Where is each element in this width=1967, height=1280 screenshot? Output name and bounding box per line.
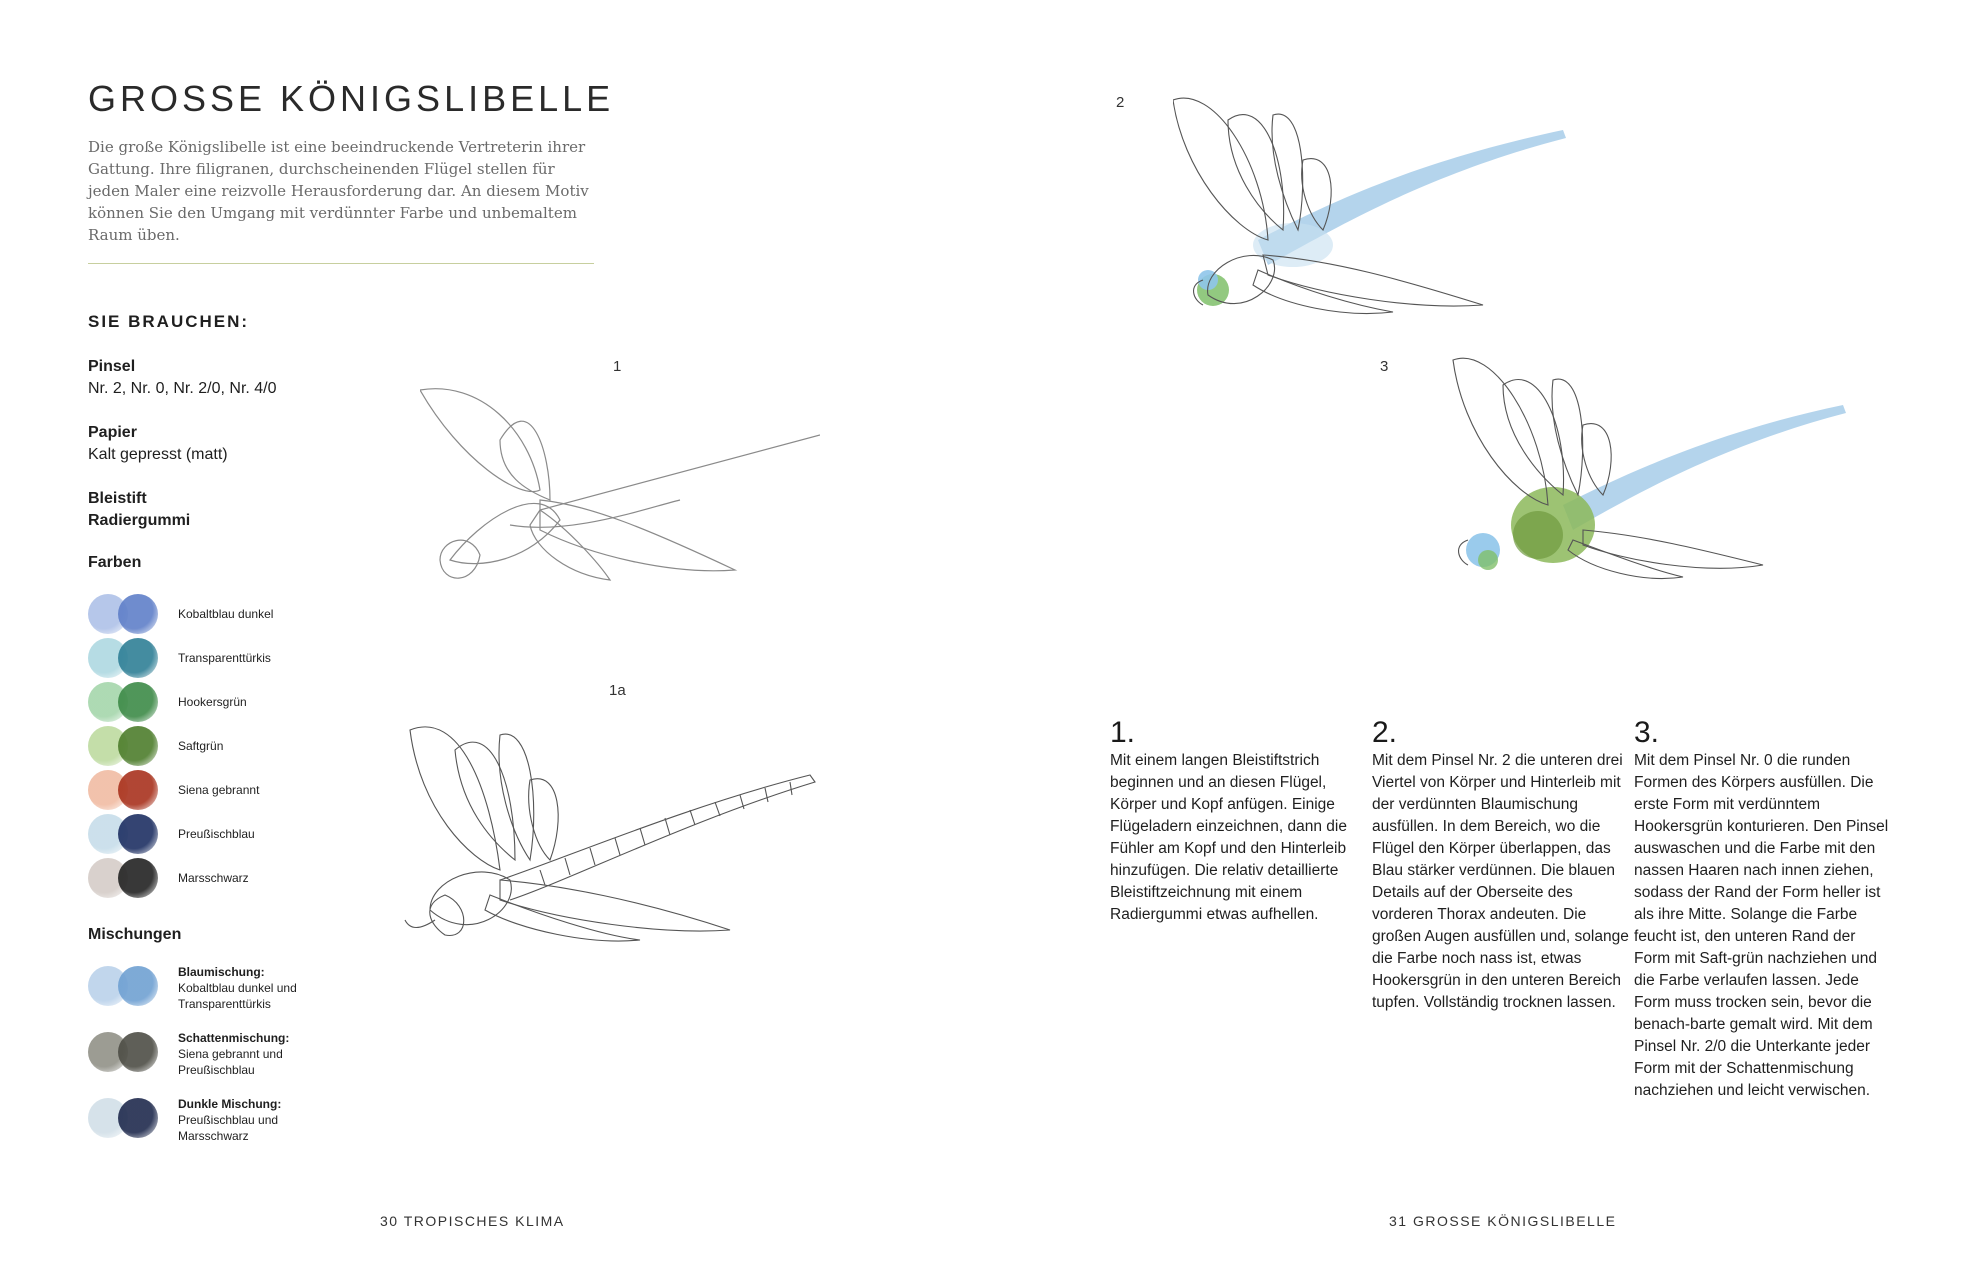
mix-swatch (88, 1032, 168, 1072)
material-name: Bleistift (88, 490, 147, 507)
color-label: Marsschwarz (178, 871, 249, 885)
instruction-number: 2. (1372, 716, 1398, 749)
swatch-dark (118, 1098, 158, 1138)
swatch-dark (118, 858, 158, 898)
color-swatch (88, 858, 168, 898)
swatch-dark (118, 726, 158, 766)
mix-desc: Kobaltblau dunkel und Transparenttürkis (178, 981, 297, 1011)
mixes-heading: Mischungen (88, 926, 182, 943)
instruction-step-3 (1634, 716, 1894, 1102)
right-page (983, 0, 1967, 1280)
material-value: Nr. 2, Nr. 0, Nr. 2/0, Nr. 4/0 (88, 380, 277, 397)
mix-label (178, 1030, 328, 1078)
step-label-1a: 1a (609, 682, 626, 699)
material-brushes (88, 356, 277, 400)
step-label-1: 1 (613, 358, 622, 375)
color-swatch (88, 638, 168, 678)
step-label-2: 2 (1116, 94, 1125, 111)
material-value: Kalt gepresst (matt) (88, 446, 228, 463)
instruction-number: 3. (1634, 716, 1660, 749)
instruction-text: Mit dem Pinsel Nr. 0 die runden Formen des Körpers ausfüllen. Die erste Form mit verdünntem Hookersgrün konturieren. Den Pinsel auswaschen und die Farbe mit den nassen Haaren nach innen ziehen, sodass der Rand der Form heller ist als ihre Mitte. Solange die Farbe feucht ist, den unteren Rand der Form mit Saft-grün nachziehen und die Farbe verlaufen lassen. Jede Form muss trocken sein, bevor die benach-barte gemalt wird. Mit dem Pinsel Nr. 2/0 die Unterkante jeder Form mit der Schattenmischung nachziehen und leicht verwischen. (1634, 752, 1889, 1099)
swatch-dark (118, 682, 158, 722)
color-swatch (88, 682, 168, 722)
color-label: Hookersgrün (178, 695, 247, 709)
mix-name: Schattenmischung: (178, 1031, 290, 1045)
mix-name: Dunkle Mischung: (178, 1097, 282, 1111)
step-1a-sketch (390, 710, 820, 950)
mix-swatch (88, 966, 168, 1006)
swatch-dark (118, 1032, 158, 1072)
mix-name: Blaumischung: (178, 965, 265, 979)
folio-left: 30 TROPISCHES KLIMA (380, 1213, 565, 1229)
colors-heading: Farben (88, 554, 142, 571)
step-1-sketch (420, 380, 820, 620)
color-swatch (88, 594, 168, 634)
color-label: Preußischblau (178, 827, 255, 841)
color-label: Saftgrün (178, 739, 224, 753)
divider (88, 263, 594, 264)
mix-swatch (88, 1098, 168, 1138)
mix-label (178, 1096, 328, 1144)
instruction-number: 1. (1110, 716, 1136, 749)
color-label: Kobaltblau dunkel (178, 607, 274, 621)
instruction-text: Mit dem Pinsel Nr. 2 die unteren drei Viertel von Körper und Hinterleib mit der verdünnten Blaumischung ausfüllen. In dem Bereich, wo die Flügel den Körper überlappen, das Blau stärker verdünnen. Die blauen Details auf der Oberseite des vorderen Thorax andeuten. Die großen Augen ausfüllen und, solange die Farbe noch nass ist, etwas Hookersgrün in den unteren Bereich tupfen. Vollständig trocknen lassen. (1372, 752, 1629, 1011)
instruction-text: Mit einem langen Bleistiftstrich beginnen und an diesen Flügel, Körper und Kopf anfügen. Einige Flügeladern einzeichnen, dann die Fühler am Kopf und den Hinterleib hinzufügen. Die relativ detaillierte Bleistiftzeichnung mit einem Radiergummi etwas aufhellen. (1110, 752, 1347, 923)
instruction-step-2 (1372, 716, 1632, 1014)
swatch-dark (118, 814, 158, 854)
step-2-painting (1173, 90, 1573, 330)
material-paper (88, 422, 228, 466)
intro-text: Die große Königslibelle ist eine beeindruckende Vertreterin ihrer Gattung. Ihre filigranen, durchscheinenden Flügel stellen für jeden Maler eine reizvolle Herausforderung dar. An diesem Motiv können Sie den Umgang mit verdünnter Farbe und unbemaltem Raum üben. (88, 138, 589, 244)
color-swatch (88, 726, 168, 766)
instruction-step-1 (1110, 716, 1370, 926)
left-page (0, 0, 983, 1280)
swatch-dark (118, 770, 158, 810)
swatch-dark (118, 966, 158, 1006)
page-title: GROSSE KÖNIGSLIBELLE (88, 78, 615, 119)
mix-desc: Preußischblau und Marsschwarz (178, 1113, 279, 1143)
material-value: Radiergummi (88, 512, 191, 529)
materials-heading: SIE BRAUCHEN: (88, 312, 250, 331)
color-swatch (88, 814, 168, 854)
material-name: Papier (88, 424, 137, 441)
folio-right: 31 GROSSE KÖNIGSLIBELLE (1389, 1213, 1617, 1229)
step-label-3: 3 (1380, 358, 1389, 375)
color-label: Siena gebrannt (178, 783, 260, 797)
color-label: Transparenttürkis (178, 651, 271, 665)
color-swatch (88, 770, 168, 810)
mix-desc: Siena gebrannt und Preußischblau (178, 1047, 283, 1077)
material-pencil (88, 488, 190, 532)
step-3-painting (1443, 355, 1853, 595)
swatch-dark (118, 594, 158, 634)
material-name: Pinsel (88, 358, 136, 375)
swatch-dark (118, 638, 158, 678)
mix-label (178, 964, 328, 1012)
